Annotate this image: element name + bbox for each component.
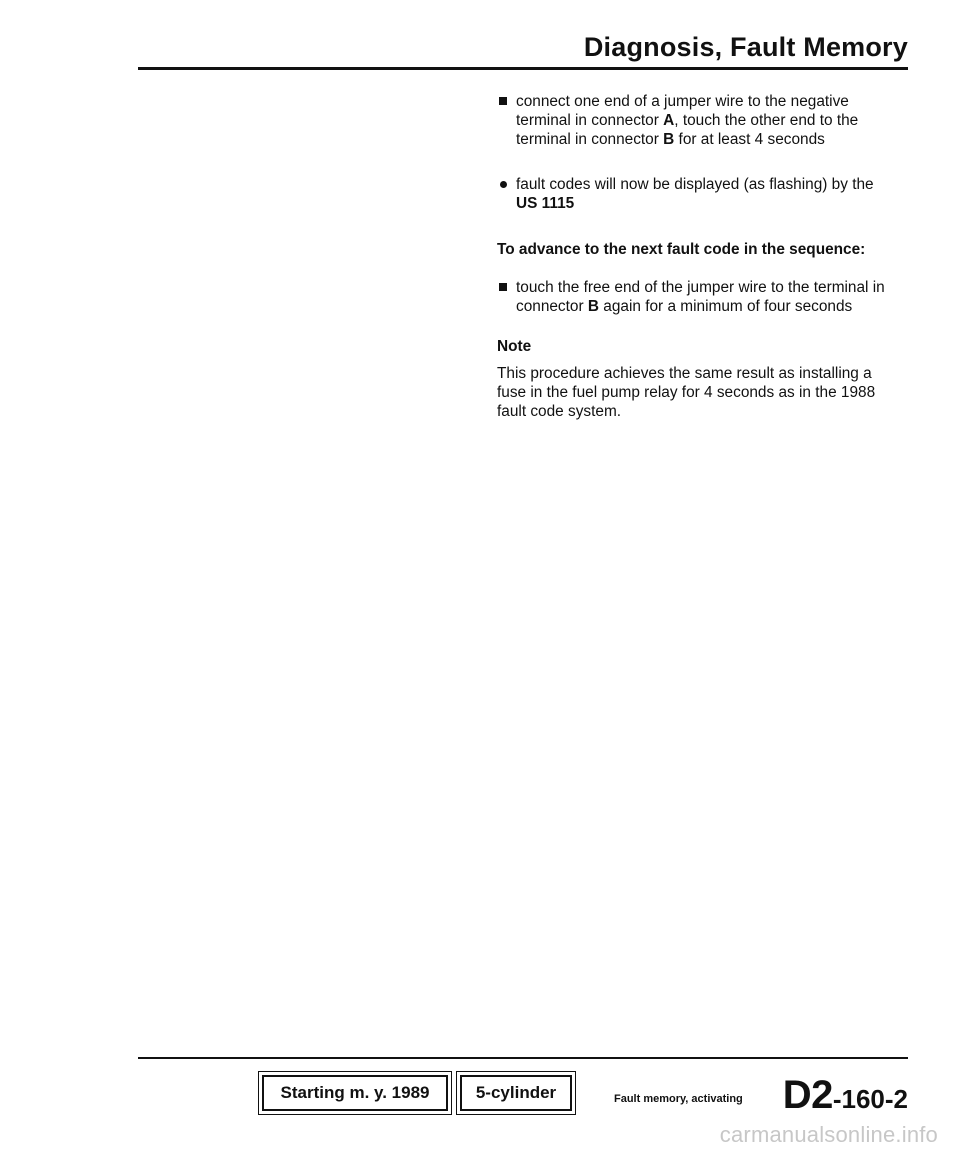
step-connect-text-start: connect one end of a jumper wire to the negative terminal in connector bbox=[516, 93, 849, 129]
page-title: Diagnosis, Fault Memory bbox=[583, 32, 908, 62]
step-connect-text-middle: , touch the other end to the terminal in connector bbox=[516, 112, 859, 148]
tester-name: US 1115 bbox=[516, 195, 575, 212]
instruction-column bbox=[497, 92, 897, 421]
footer-caption: Fault memory, activating bbox=[614, 1093, 743, 1105]
round-bullet-icon bbox=[500, 181, 507, 188]
footer-rule bbox=[138, 1057, 908, 1059]
connector-b-label: B bbox=[587, 298, 599, 315]
page-code-main: D2 bbox=[782, 1073, 833, 1117]
page-code bbox=[783, 1073, 908, 1118]
note-heading: Note bbox=[497, 338, 532, 355]
result-fault-codes bbox=[497, 175, 897, 213]
advance-heading: To advance to the next fault code in the sequence: bbox=[497, 241, 866, 258]
header-rule bbox=[138, 67, 908, 70]
step-connect-text-end: for at least 4 seconds bbox=[674, 131, 825, 148]
step-touch-text-end: again for a minimum of four seconds bbox=[599, 298, 853, 315]
note-text: This procedure achieves the same result as installing a fuse in the fuel pump relay for 4 seconds as in the 1988 fault code system. bbox=[497, 365, 876, 420]
page-code-suffix: -160-2 bbox=[832, 1084, 908, 1114]
step-touch-text-start: touch the free end of the jumper wire to the terminal in connector bbox=[516, 279, 885, 315]
connector-a-label: A bbox=[663, 112, 675, 129]
connector-b-label: B bbox=[663, 131, 675, 148]
square-bullet-icon bbox=[499, 283, 507, 291]
watermark: carmanualsonline.info bbox=[719, 1122, 938, 1147]
step-touch-again bbox=[497, 278, 897, 316]
model-year-box: Starting m. y. 1989 bbox=[262, 1075, 448, 1111]
result-text: fault codes will now be displayed (as flashing) by the bbox=[516, 176, 874, 193]
step-connect-jumper bbox=[497, 92, 897, 149]
square-bullet-icon bbox=[499, 97, 507, 105]
engine-box: 5-cylinder bbox=[460, 1075, 572, 1111]
